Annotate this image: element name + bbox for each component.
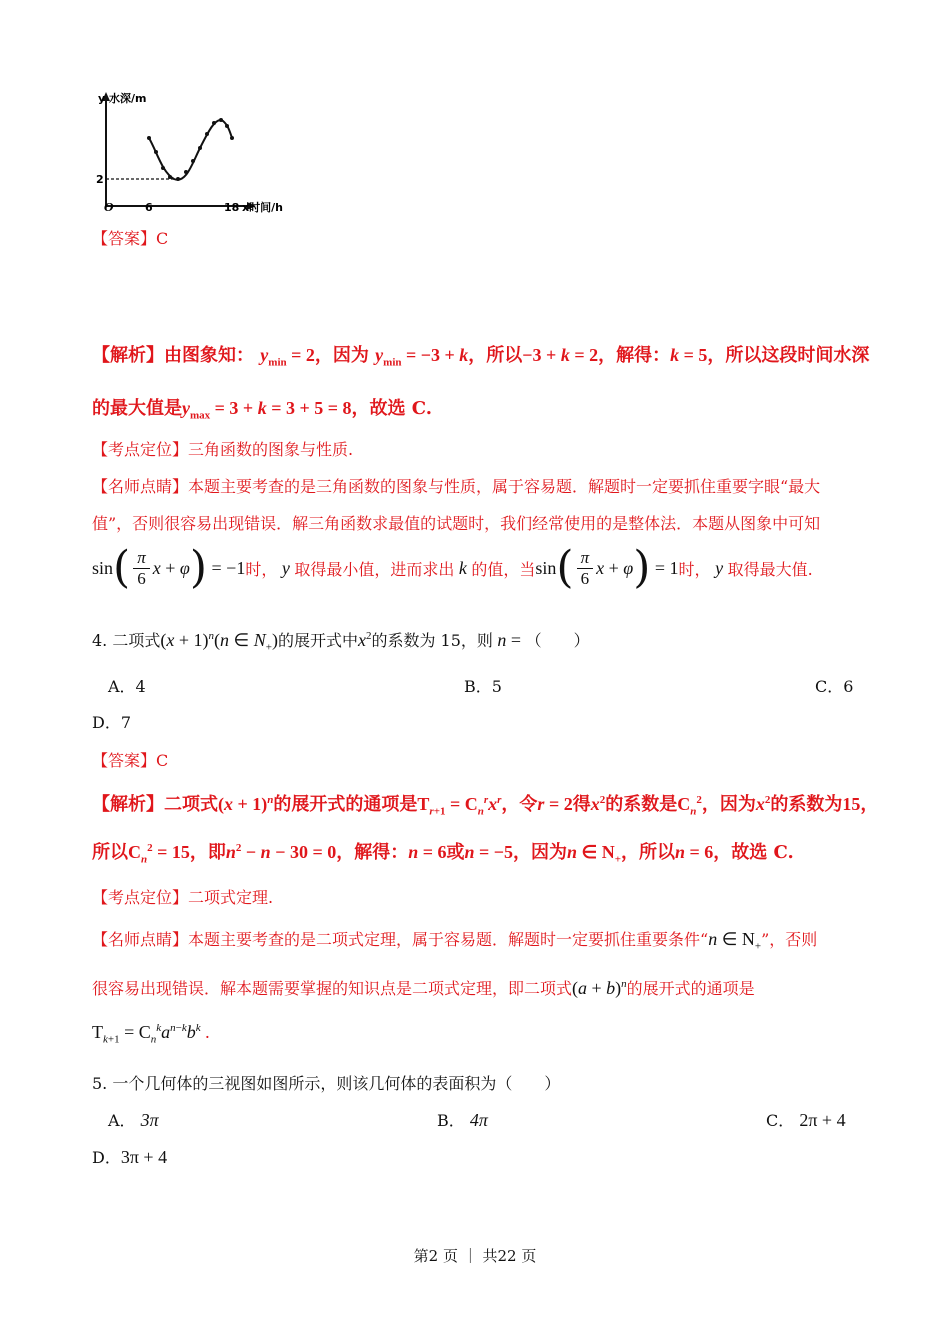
q4-kaodian: 【考点定位】二项式定理. xyxy=(92,888,274,907)
q3-mingshi-line1: 【名师点睛】本题主要考查的是三角函数的图象与性质，属于容易题．解题时一定要抓住重要字眼“最大 xyxy=(92,477,821,496)
curve-points xyxy=(147,118,234,181)
q4-analysis-line2: 所以$C_n^2 = 15$，即$n^2 - n - 30 = 0$，解得：n = 6或n = −5，因为n ∈ $N_+$，所以n = 6，故选 C. xyxy=(92,842,794,866)
q4-mingshi-line2: 很容易出现错误．解本题需要掌握的知识点是二项式定理，即二项式$(a + b)^n$的展开式的通项是 xyxy=(92,978,755,998)
q5-option-a[interactable]: A． 3π xyxy=(108,1110,159,1130)
q3-kaodian: 【考点定位】三角函数的图象与性质. xyxy=(92,440,354,459)
q3-analysis-line1: 【解析】由图象知： $y_{min} = 2$，因为 $y_{min} = -3 + k$，所以−3 + k = 2，解得：k = 5，所以这段时间水深 xyxy=(92,345,870,369)
q4-mingshi-line1: 【名师点睛】本题主要考查的是二项式定理，属于容易题．解题时一定要抓住重要条件“n ∈ $N_+$”，否则 xyxy=(92,929,818,953)
q4-option-d[interactable]: D．7 xyxy=(92,713,132,732)
q5-option-c[interactable]: C． 2π + 4 xyxy=(766,1110,846,1130)
analysis-tag: 【解析】 xyxy=(92,345,164,366)
q5-stem: 5. 一个几何体的三视图如图所示，则该几何体的表面积为（ ） xyxy=(92,1074,561,1093)
tick-2-label: 2 xyxy=(96,173,104,186)
q5-option-b[interactable]: B． 4π xyxy=(437,1110,488,1130)
q4-mingshi-line3-formula: $T_{k+1} = C_n^ka^{n-k}b^k$ . xyxy=(92,1022,210,1046)
water-depth-graph xyxy=(92,88,302,213)
q4-answer: 【答案】C xyxy=(92,751,169,770)
q3-analysis-line2: 的最大值是$y_{max} = 3 + k = 3 + 5 = 8$，故选 C. xyxy=(92,398,433,422)
origin-label: O xyxy=(104,201,114,213)
q4-option-b[interactable]: B．5 xyxy=(464,677,502,696)
depth-curve xyxy=(149,120,232,180)
tick-18-label: 18 xyxy=(224,201,240,213)
q4-analysis-line1: 【解析】二项式$(x + 1)^n$的展开式的通项是$T_{r+1} = C_n^rx^r$，令r = 2得$x^2$的系数是$C_n^2$，因为$x^2$的系数为15， xyxy=(92,794,879,818)
q4-option-c[interactable]: C．6 xyxy=(815,677,854,696)
page-footer: 第2 页 ｜ 共22 页 xyxy=(413,1247,537,1265)
q3-mingshi-line2: 值”，否则很容易出现错误．解三角函数求最值的试题时，我们经常使用的是整体法．本题从图象中可知 xyxy=(92,514,821,533)
y-axis-label: y 水深/m xyxy=(98,92,147,105)
q4-stem: 4. 二项式$(x + 1)^n(n$ ∈ $N_+$)的展开式中$x^2$的系数为 15，则 n = （ ） xyxy=(92,630,590,654)
x-axis-label: x时间/h xyxy=(242,201,283,213)
q3-answer: 【答案】C xyxy=(92,229,169,248)
tick-6-label: 6 xyxy=(145,201,153,213)
q5-option-d[interactable]: D．3π + 4 xyxy=(92,1147,168,1167)
q4-option-a[interactable]: A．4 xyxy=(108,677,146,696)
q3-mingshi-line3: sin ( $\frac{\pi}{6}$ x + φ ) = −1 时， y 取得最小值，进而求出 k 的值，当 sin ( $\frac{\pi}{6}$ x + φ ) = 1 时， y 取得最大值. xyxy=(92,542,813,593)
